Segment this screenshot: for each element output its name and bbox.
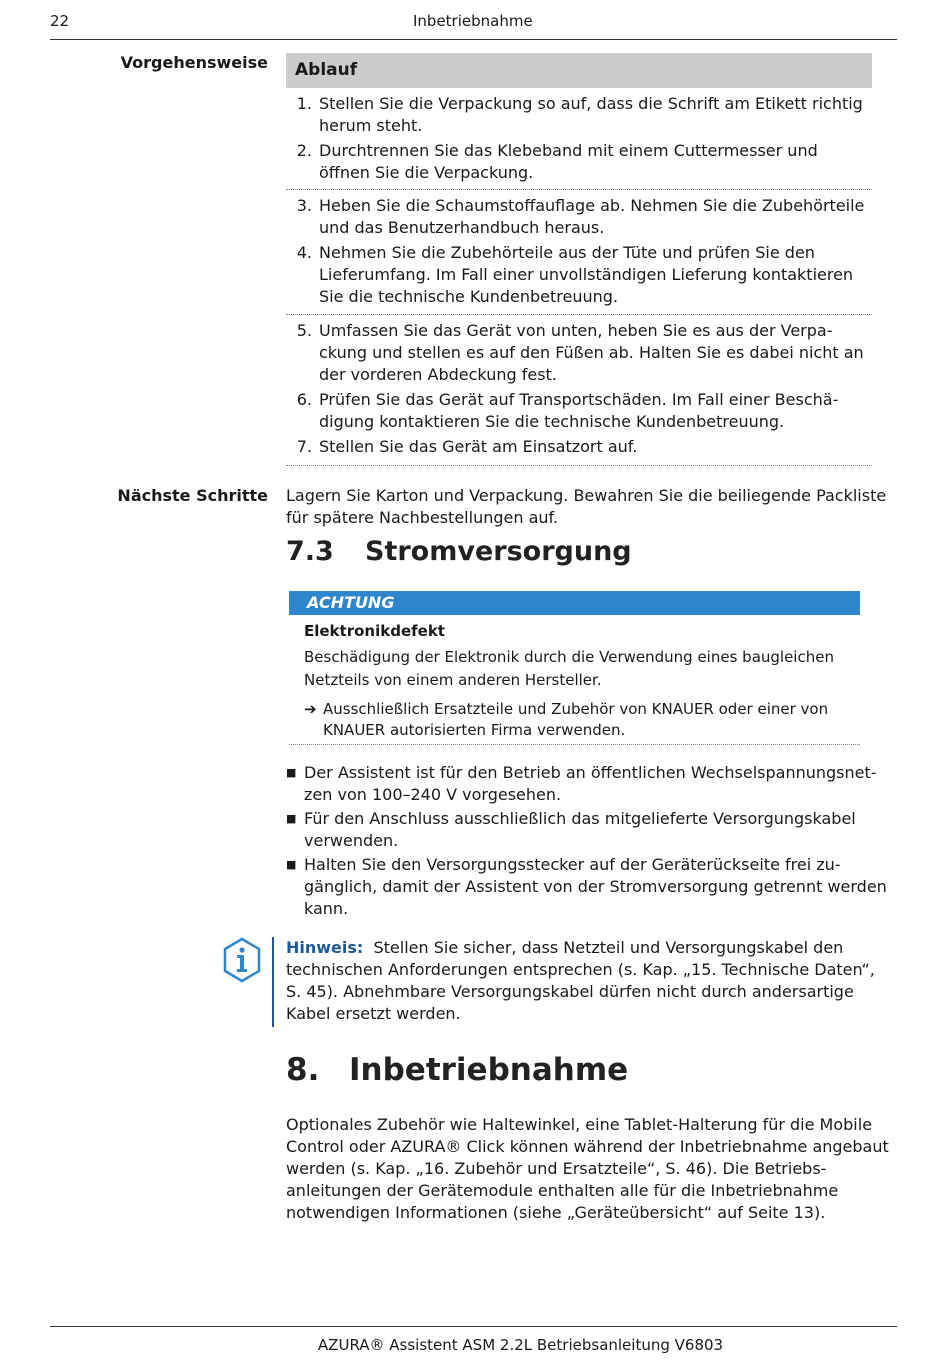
step-number: 5. xyxy=(296,321,312,340)
list-item-text: Der Assistent ist für den Betrieb an öffentlichen Wechselspannungsnetzen von 100–240 V vorgesehen. xyxy=(304,763,877,804)
step-text: Nehmen Sie die Zubehörteile aus der Tüte und prüfen Sie den Lieferumfang. Im Fall einer unvollständigen Lieferung kontaktieren Sie die technische Kundenbetreuung. xyxy=(319,243,854,306)
list-item-text: Für den Anschluss ausschließlich das mitgelieferte Versorgungskabel verwenden. xyxy=(304,809,856,850)
procedure-step xyxy=(286,389,872,433)
procedure-step xyxy=(286,436,872,458)
step-text: Heben Sie die Schaumstoffauflage ab. Nehmen Sie die Zubehörteile und das Benutzerhandbuch heraus. xyxy=(319,196,865,237)
next-steps-label: Nächste Schritte xyxy=(117,486,268,505)
step-text: Stellen Sie die Verpackung so auf, dass die Schrift am Etikett richtig herum steht. xyxy=(319,94,863,135)
procedure-step xyxy=(286,140,872,184)
step-text: Umfassen Sie das Gerät von unten, heben Sie es aus der Verpackung und stellen es auf den Füßen ab. Halten Sie es dabei nicht an der vorderen Abdeckung fest. xyxy=(319,321,864,384)
notice-tag: ACHTUNG xyxy=(289,591,860,615)
hint-box xyxy=(286,937,890,1025)
page-number: 22 xyxy=(50,12,70,30)
notice-action-text: Ausschließlich Ersatzteile und Zubehör von KNAUER oder einer von KNAUER autorisierten Firma verwenden. xyxy=(323,700,829,739)
step-number: 6. xyxy=(296,390,312,409)
step-text: Stellen Sie das Gerät am Einsatzort auf. xyxy=(319,437,638,456)
list-item-text: Halten Sie den Versorgungsstecker auf der Geräterückseite frei zugänglich, damit der Assistent von der Stromversorgung getrennt werden kann. xyxy=(304,855,887,918)
step-group-3 xyxy=(286,320,872,466)
notice-action xyxy=(304,699,864,741)
list-item xyxy=(286,762,890,806)
arrow-right-icon: ➔ xyxy=(304,700,317,718)
footer-text: AZURA® Assistent ASM 2.2L Betriebsanleitung V6803 xyxy=(317,1336,724,1354)
square-bullet-icon: ■ xyxy=(286,812,297,825)
hint-bar xyxy=(272,937,274,1027)
running-header-title: Inbetriebnahme xyxy=(413,12,533,30)
step-group-1 xyxy=(286,93,872,190)
list-item xyxy=(286,854,890,920)
notice-body: Beschädigung der Elektronik durch die Verwendung eines baugleichen Netzteils von einem anderen Hersteller. xyxy=(304,648,834,689)
requirements-list xyxy=(286,762,890,922)
section-title: Stromversorgung xyxy=(365,536,632,567)
step-group-2 xyxy=(286,195,872,315)
chapter-intro-text: Optionales Zubehör wie Haltewinkel, eine Tablet-Halterung für die Mobile Control oder AZURA® Click können während der Inbetriebnahme angebaut werden (s. Kap. „16. Zubehör und Ersatzteile“, S. 46). Die Betriebsanleitungen der Gerätemodule enthalten alle für die Inbetriebnahme notwendigen Informationen (siehe „Geräteübersicht“ auf Seite 13). xyxy=(286,1115,889,1222)
info-icon xyxy=(222,937,262,983)
step-number: 4. xyxy=(296,243,312,262)
step-text: Prüfen Sie das Gerät auf Transportschäden. Im Fall einer Beschädigung kontaktieren Sie die technische Kundenbetreuung. xyxy=(319,390,839,431)
notice-rule xyxy=(289,744,860,745)
notice-heading: Elektronikdefekt xyxy=(304,622,445,640)
next-steps-text: Lagern Sie Karton und Verpackung. Bewahren Sie die beiliegende Packliste für spätere Nachbestellungen auf. xyxy=(286,486,887,527)
square-bullet-icon: ■ xyxy=(286,766,297,779)
step-number: 1. xyxy=(296,94,312,113)
chapter-title: Inbetriebnahme xyxy=(349,1052,629,1088)
footer-rule xyxy=(50,1326,897,1327)
hint-text: Stellen Sie sicher, dass Netzteil und Versorgungskabel den technischen Anforderungen entsprechen (s. Kap. „15. Technische Daten“, S. 45). Abnehmbare Versorgungskabel dürfen nicht durch andersartige Kabel ersetzt werden. xyxy=(286,938,875,1023)
procedure-table-header: Ablauf xyxy=(286,53,872,88)
procedure-step xyxy=(286,320,872,386)
square-bullet-icon: ■ xyxy=(286,858,297,871)
chapter-number: 8. xyxy=(286,1052,320,1088)
step-number: 2. xyxy=(296,141,312,160)
procedure-step xyxy=(286,195,872,239)
hint-label: Hinweis: xyxy=(286,938,364,957)
footer xyxy=(50,1336,897,1354)
procedure-label: Vorgehensweise xyxy=(120,53,268,72)
list-item xyxy=(286,808,890,852)
step-number: 7. xyxy=(296,437,312,456)
procedure-step xyxy=(286,93,872,137)
step-number: 3. xyxy=(296,196,312,215)
chapter-heading-8 xyxy=(286,1052,628,1088)
procedure-step xyxy=(286,242,872,308)
step-text: Durchtrennen Sie das Klebeband mit einem Cuttermesser und öffnen Sie die Verpackung. xyxy=(319,141,818,182)
header-rule xyxy=(50,39,897,40)
section-number: 7.3 xyxy=(286,536,334,567)
section-heading-7-3 xyxy=(286,536,632,567)
